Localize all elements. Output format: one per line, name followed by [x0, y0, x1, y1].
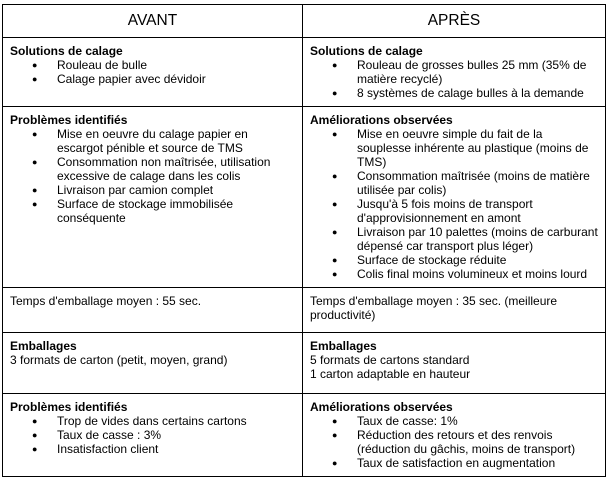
list-item: ● Surface de stockage immobilisée conséquente — [32, 197, 296, 225]
list-item: ● Taux de casse: 1% — [332, 414, 599, 428]
bullet-list — [310, 58, 599, 100]
cell-title: Problèmes identifiés — [10, 113, 128, 127]
header-row — [3, 5, 606, 38]
list-item: ● Consommation maîtrisée (moins de matière utilisée par colis) — [332, 169, 599, 197]
cell-apres-ameliorations-2 — [303, 394, 606, 477]
cell-text: Temps d'emballage moyen : 35 sec. (meilleure productivité) — [310, 294, 558, 322]
list-item: ● Rouleau de grosses bulles 25 mm (35% de matière recyclé) — [332, 58, 599, 86]
list-item: ● Jusqu'à 5 fois moins de transport d'approvisionnement en amont — [332, 197, 599, 225]
row-problemes-ameliorations — [3, 107, 606, 288]
list-item: ● Taux de satisfaction en augmentation — [332, 456, 599, 470]
list-item: ● Livraison par 10 palettes (moins de carburant dépensé car transport plus léger) — [332, 225, 599, 253]
list-item: ● Colis final moins volumineux et moins lourd — [332, 267, 599, 281]
list-item: ● Surface de stockage réduite — [332, 253, 599, 267]
row-problemes-ameliorations-2 — [3, 394, 606, 477]
comparison-table — [2, 4, 606, 477]
bullet-list — [10, 58, 296, 86]
cell-title: Solutions de calage — [10, 44, 123, 58]
cell-title: Améliorations observées — [310, 113, 453, 127]
list-item: ● Livraison par camion complet — [32, 183, 296, 197]
list-item: ● Insatisfaction client — [32, 442, 296, 456]
cell-avant-problemes — [3, 107, 303, 288]
cell-text: Temps d'emballage moyen : 55 sec. — [10, 294, 202, 308]
cell-avant-temps — [3, 288, 303, 333]
bullet-list — [310, 414, 599, 470]
list-item: ● Rouleau de bulle — [32, 58, 296, 72]
cell-title: Emballages — [10, 339, 77, 353]
cell-line: 3 formats de carton (petit, moyen, grand) — [10, 353, 228, 367]
cell-apres-temps — [303, 288, 606, 333]
cell-title: Emballages — [310, 339, 377, 353]
cell-avant-emballages — [3, 333, 303, 394]
list-item: ● Consommation non maîtrisée, utilisation excessive de calage dans les colis — [32, 155, 296, 183]
list-item: ● Calage papier avec dévidoir — [32, 72, 296, 86]
cell-title: Améliorations observées — [310, 400, 453, 414]
cell-title: Solutions de calage — [310, 44, 423, 58]
cell-apres-emballages — [303, 333, 606, 394]
list-item: ● Réduction des retours et des renvois (réduction du gâchis, moins de transport) — [332, 428, 599, 456]
row-solutions-calage — [3, 38, 606, 107]
bullet-list — [10, 127, 296, 225]
list-item: ● Taux de casse : 3% — [32, 428, 296, 442]
cell-avant-solutions — [3, 38, 303, 107]
list-item: ● 8 systèmes de calage bulles à la demande — [332, 86, 599, 100]
bullet-list — [310, 127, 599, 281]
row-emballages — [3, 333, 606, 394]
list-item: ● Trop de vides dans certains cartons — [32, 414, 296, 428]
row-temps-emballage — [3, 288, 606, 333]
header-avant: AVANT — [3, 5, 303, 38]
list-item: ● Mise en oeuvre simple du fait de la souplesse inhérente au plastique (moins de TMS) — [332, 127, 599, 169]
bullet-list — [10, 414, 296, 456]
cell-title: Problèmes identifiés — [10, 400, 128, 414]
cell-apres-ameliorations — [303, 107, 606, 288]
cell-line: 1 carton adaptable en hauteur — [310, 367, 471, 381]
cell-avant-problemes-2 — [3, 394, 303, 477]
cell-apres-solutions — [303, 38, 606, 107]
header-apres: APRÈS — [303, 5, 606, 38]
cell-line: 5 formats de cartons standard — [310, 353, 470, 367]
list-item: ● Mise en oeuvre du calage papier en escargot pénible et source de TMS — [32, 127, 296, 155]
